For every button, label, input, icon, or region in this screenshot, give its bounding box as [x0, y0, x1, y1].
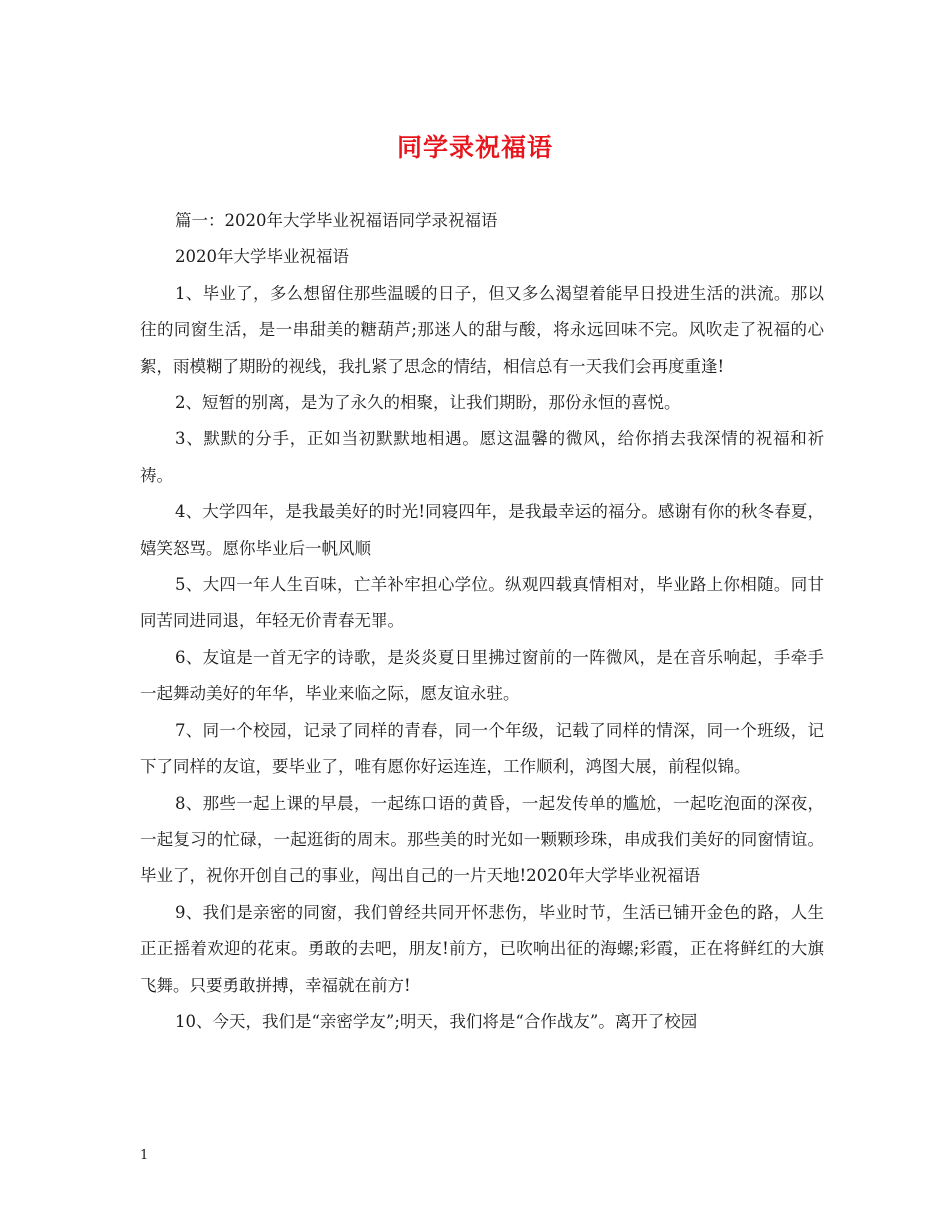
paragraph-6: 6、友谊是一首无字的诗歌，是炎炎夏日里拂过窗前的一阵微风，是在音乐响起，手牵手一起舞动美好的年华，毕业来临之际，愿友谊永驻。	[140, 647, 824, 704]
paragraph-4: 4、大学四年，是我最美好的时光!同寝四年，是我最幸运的福分。感谢有你的秋冬春夏，嬉笑怒骂。愿你毕业后一帆风顺	[140, 502, 824, 558]
page-number: 1	[140, 1148, 149, 1163]
paragraph-2: 2、短暂的别离，是为了永久的相聚，让我们期盼，那份永恒的喜悦。	[175, 393, 681, 413]
paragraph-1: 1、毕业了，多么想留住那些温暖的日子，但又多么渴望着能早日投进生活的洪流。那以往的同窗生活，是一串甜美的糖葫芦;那迷人的甜与酸，将永远回味不完。风吹走了祝福的心絮，雨模糊了期盼的视线，我扎紧了思念的情结，相信总有一天我们会再度重逢!	[140, 283, 824, 376]
paragraph-8: 8、那些一起上课的早晨，一起练口语的黄昏，一起发传单的尴尬，一起吃泡面的深夜，一起复习的忙碌，一起逛街的周末。那些美的时光如一颗颗珍珠，串成我们美好的同窗情谊。毕业了，祝你开创自己的事业，闯出自己的一片天地!2020年大学毕业祝福语	[140, 793, 824, 886]
paragraph-9: 9、我们是亲密的同窗，我们曾经共同开怀悲伤，毕业时节，生活已铺开金色的路，人生正正摇着欢迎的花束。勇敢的去吧，朋友!前方，已吹响出征的海螺;彩霞，正在将鲜红的大旗飞舞。只要勇敢拼搏，幸福就在前方!	[140, 902, 824, 995]
section-heading: 篇一：2020年大学毕业祝福语同学录祝福语	[175, 211, 498, 230]
paragraph-3: 3、默默的分手，正如当初默默地相遇。愿这温馨的微风，给你捎去我深情的祝福和祈祷。	[140, 429, 824, 485]
paragraph-10: 10、今天，我们是“亲密学友”;明天，我们将是“合作战友”。离开了校园	[175, 1011, 698, 1031]
document-body	[140, 203, 824, 1040]
subsection-heading: 2020年大学毕业祝福语	[175, 247, 349, 267]
document-title: 同学录祝福语	[396, 133, 553, 162]
paragraph-5: 5、大四一年人生百味，亡羊补牢担心学位。纵观四载真情相对，毕业路上你相随。同甘同苦同进同退，年轻无价青春无罪。	[140, 575, 824, 631]
paragraph-7: 7、同一个校园，记录了同样的青春，同一个年级，记载了同样的情深，同一个班级，记下了同样的友谊，要毕业了，唯有愿你好运连连，工作顺利，鸿图大展，前程似锦。	[140, 720, 824, 777]
